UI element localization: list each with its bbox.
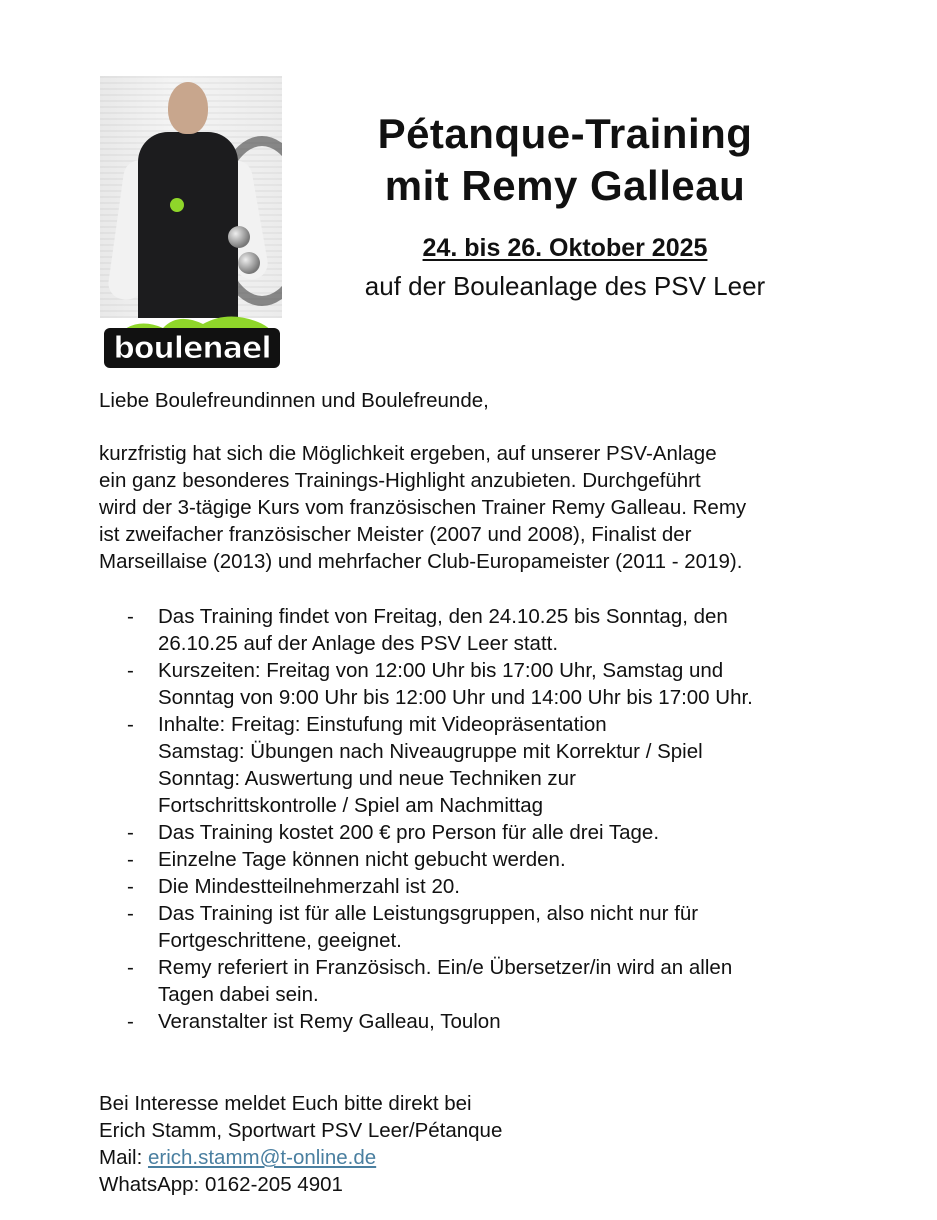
list-item-line: Fortgeschrittene, geeignet.: [158, 929, 402, 952]
boule-ball-icon: [238, 252, 260, 274]
contact-mail-row: [99, 1144, 502, 1171]
list-item: [99, 846, 859, 873]
title-line-1: Pétanque-Training: [377, 110, 753, 157]
list-item-line: Das Training findet von Freitag, den 24.10.25 bis Sonntag, den: [158, 605, 728, 628]
list-item-line: Die Mindestteilnehmerzahl ist 20.: [158, 875, 460, 898]
logo-wordmark: [104, 328, 280, 368]
list-item-line: Remy referiert in Französisch. Ein/e Übersetzer/in wird an allen: [158, 956, 733, 979]
contact-whatsapp: WhatsApp: 0162-205 4901: [99, 1173, 343, 1196]
intro-line: ist zweifacher französischer Meister (2007 und 2008), Finalist der: [99, 523, 692, 546]
list-dash: -: [127, 659, 134, 682]
event-place: auf der Bouleanlage des PSV Leer: [364, 271, 766, 301]
list-dash: -: [127, 1010, 134, 1033]
intro-line: Marseillaise (2013) und mehrfacher Club-Europameister (2011 - 2019).: [99, 550, 743, 573]
photo-head: [168, 82, 208, 134]
logo-text: boulenael: [113, 330, 271, 366]
list-item: [99, 603, 859, 657]
boulenael-logo: [100, 310, 285, 372]
list-item-line: Veranstalter ist Remy Galleau, Toulon: [158, 1010, 501, 1033]
page-title: [300, 108, 830, 212]
list-item: [99, 873, 859, 900]
list-item: [99, 954, 859, 1008]
list-item-line: Samstag: Übungen nach Niveaugruppe mit Korrektur / Spiel: [158, 740, 703, 763]
mail-label: Mail:: [99, 1146, 148, 1169]
list-dash: -: [127, 821, 134, 844]
list-item-line: Das Training ist für alle Leistungsgruppen, also nicht nur für: [158, 902, 699, 925]
list-item: [99, 819, 859, 846]
vest-badge-icon: [170, 198, 184, 212]
intro-line: kurzfristig hat sich die Möglichkeit ergeben, auf unserer PSV-Anlage: [99, 442, 717, 465]
list-item-line: Fortschrittskontrolle / Spiel am Nachmittag: [158, 794, 544, 817]
intro-line: wird der 3-tägige Kurs vom französischen Trainer Remy Galleau. Remy: [99, 496, 747, 519]
contact-intro: Bei Interesse meldet Euch bitte direkt bei: [99, 1092, 472, 1115]
contact-person: Erich Stamm, Sportwart PSV Leer/Pétanque: [99, 1119, 503, 1142]
list-item-line: Inhalte: Freitag: Einstufung mit Videopräsentation: [158, 713, 607, 736]
list-item-line: Einzelne Tage können nicht gebucht werden.: [158, 848, 566, 871]
list-item: [99, 711, 859, 819]
list-dash: -: [127, 713, 134, 736]
list-item: [99, 657, 859, 711]
boule-ball-icon: [228, 226, 250, 248]
list-dash: -: [127, 605, 134, 628]
list-item-line: Sonntag: Auswertung und neue Techniken zur: [158, 767, 576, 790]
list-dash: -: [127, 956, 134, 979]
trainer-photo: [100, 76, 282, 318]
info-list: [99, 603, 859, 1035]
list-dash: -: [127, 848, 134, 871]
intro-paragraph: [99, 440, 859, 575]
title-line-2: mit Remy Galleau: [384, 162, 746, 209]
list-dash: -: [127, 875, 134, 898]
contact-block: [99, 1090, 502, 1198]
list-dash: -: [127, 902, 134, 925]
list-item-line: Tagen dabei sein.: [158, 983, 319, 1006]
list-item: [99, 1008, 859, 1035]
event-date: 24. bis 26. Oktober 2025: [422, 234, 708, 262]
list-item-line: 26.10.25 auf der Anlage des PSV Leer statt.: [158, 632, 559, 655]
list-item-line: Das Training kostet 200 € pro Person für alle drei Tage.: [158, 821, 660, 844]
email-link[interactable]: erich.stamm@t-online.de: [147, 1146, 377, 1169]
intro-line: ein ganz besonderes Trainings-Highlight anzubieten. Durchgeführt: [99, 469, 701, 492]
list-item: [99, 900, 859, 954]
list-item-line: Sonntag von 9:00 Uhr bis 12:00 Uhr und 14:00 Uhr bis 17:00 Uhr.: [158, 686, 753, 709]
photo-vest: [138, 132, 238, 318]
list-item-line: Kurszeiten: Freitag von 12:00 Uhr bis 17:00 Uhr, Samstag und: [158, 659, 724, 682]
greeting: Liebe Boulefreundinnen und Boulefreunde,: [99, 389, 489, 412]
